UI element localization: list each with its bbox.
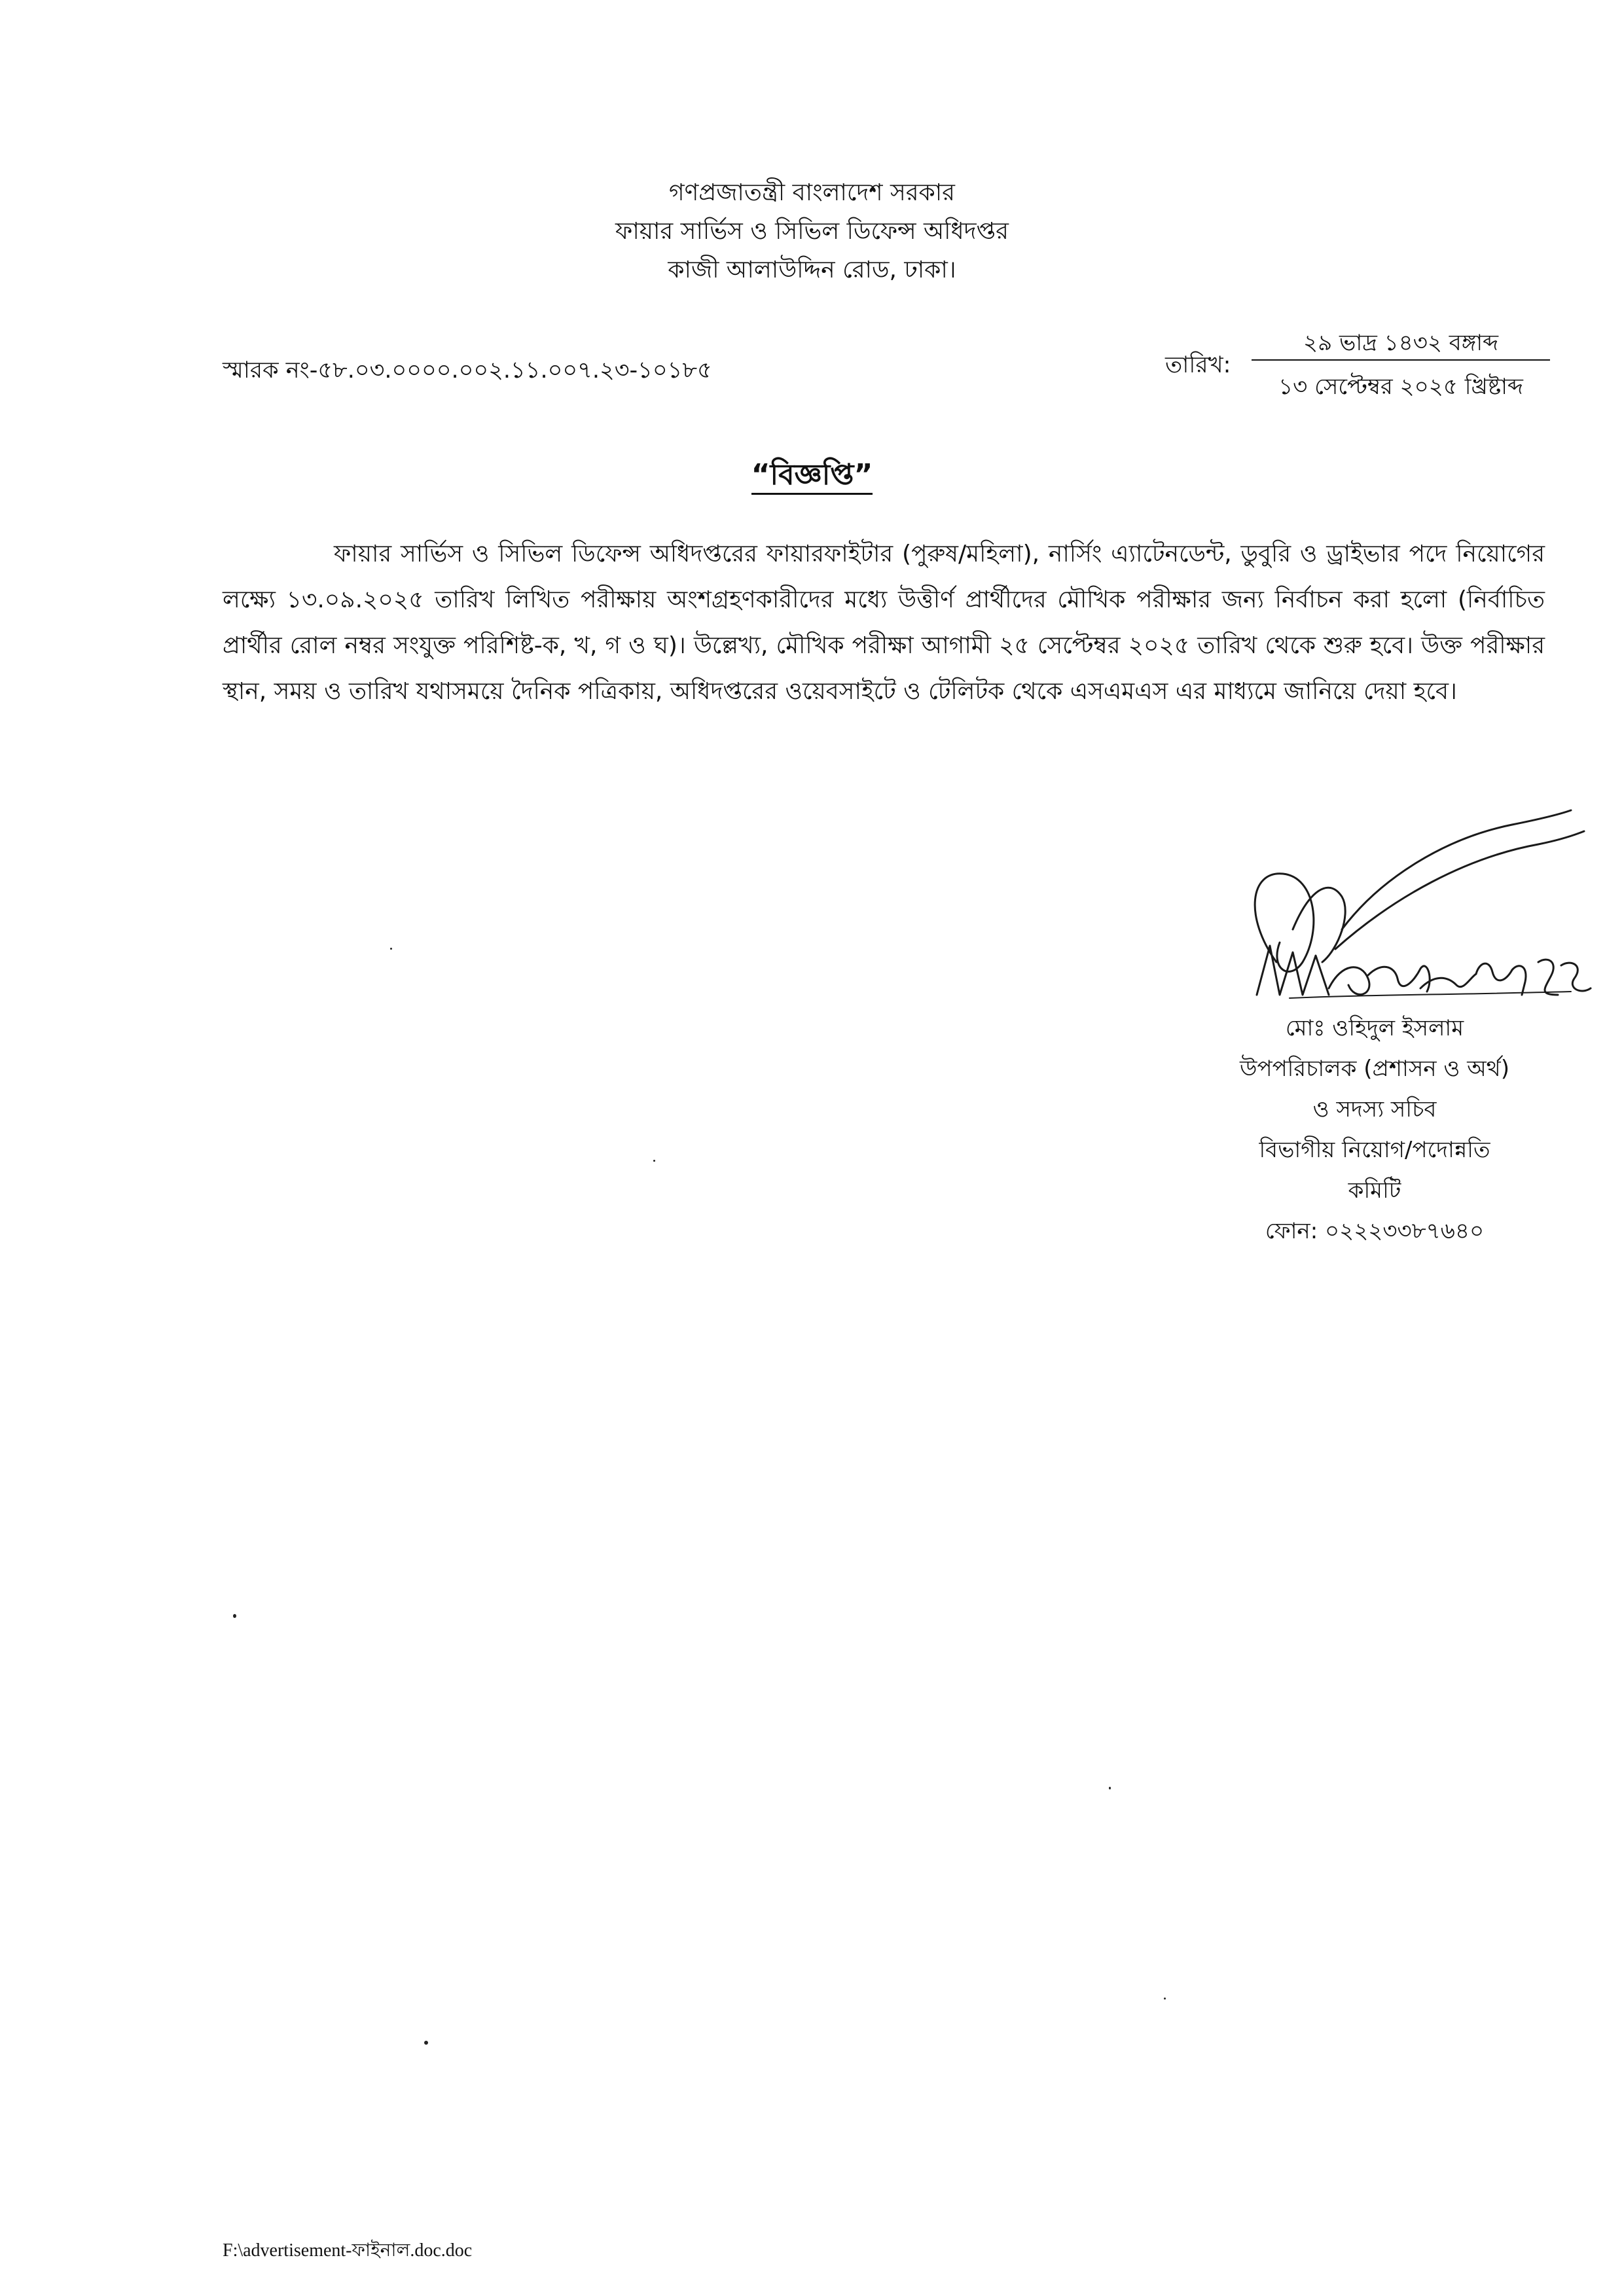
scan-speck: [1109, 1787, 1111, 1789]
department-name: ফায়ার সার্ভিস ও সিভিল ডিফেন্স অধিদপ্তর: [615, 218, 1009, 245]
date-divider: [1252, 359, 1550, 361]
committee-name-line2: কমিটি: [1348, 1177, 1401, 1204]
date-bangla: ২৯ ভাদ্র ১৪৩২ বঙ্গাব্দ: [1303, 330, 1498, 356]
handwritten-signature: [1231, 798, 1597, 1041]
signatory-phone: ফোন: ০২২২৩৩৮৭৬৪০: [1265, 1218, 1485, 1244]
signatory-role: ও সদস্য সচিব: [1312, 1096, 1437, 1122]
scan-speck: [233, 1614, 236, 1618]
notice-body: ফায়ার সার্ভিস ও সিভিল ডিফেন্স অধিদপ্তরের ফায়ারফাইটার (পুরুষ/মহিলা), নার্সিং এ্যাটেনডেন্ট, ডুবুরি ও ড্রাইভার পদে নিয়োগের লক্ষ্যে ১৩.০৯.২০২৫ তারিখ লিখিত পরীক্ষায় অংশগ্রহণকারীদের মধ্যে উত্তীর্ণ প্রার্থীদের মৌখিক পরীক্ষার জন্য নির্বাচন করা হলো (নির্বাচিত প্রার্থীর রোল নম্বর সংযুক্ত পরিশিষ্ট-ক, খ, গ ও ঘ)। উল্লেখ্য, মৌখিক পরীক্ষা আগামী ২৫ সেপ্টেম্বর ২০২৫ তারিখ থেকে শুরু হবে। উক্ত পরীক্ষার স্থান, সময় ও তারিখ যথাসময়ে দৈনিক পত্রিকায়, অধিদপ্তরের ওয়েবসাইটে ও টেলিটক থেকে এসএমএস এর মাধ্যমে জানিয়ে দেয়া হবে।: [223, 541, 1545, 705]
file-path-footer: F:\advertisement-ফাইনাল.doc.doc: [223, 2240, 473, 2261]
date-label: তারিখ:: [1165, 352, 1231, 378]
date-gregorian: ১৩ সেপ্টেম্বর ২০২৫ খ্রিষ্টাব্দ: [1278, 374, 1523, 400]
scan-speck: [390, 948, 392, 950]
scan-speck: [653, 1160, 655, 1162]
notice-title-text: “বিজ্ঞপ্তি”: [751, 458, 873, 495]
government-name: গণপ্রজাতন্ত্রী বাংলাদেশ সরকার: [668, 179, 955, 206]
scan-speck: [1164, 1998, 1166, 2000]
signatory-name: মোঃ ওহিদুল ইসলাম: [1285, 1015, 1464, 1041]
memo-number: স্মারক নং-৫৮.০৩.০০০০.০০২.১১.০০৭.২৩-১০১৮৫: [223, 357, 712, 384]
scan-speck: [424, 2041, 428, 2045]
committee-name-line1: বিভাগীয় নিয়োগ/পদোন্নতি: [1259, 1137, 1490, 1163]
office-address: কাজী আলাউদ্দিন রোড, ঢাকা।: [668, 257, 956, 283]
signatory-designation: উপপরিচালক (প্রশাসন ও অর্থ): [1240, 1056, 1509, 1082]
notice-title: [0, 453, 1624, 501]
